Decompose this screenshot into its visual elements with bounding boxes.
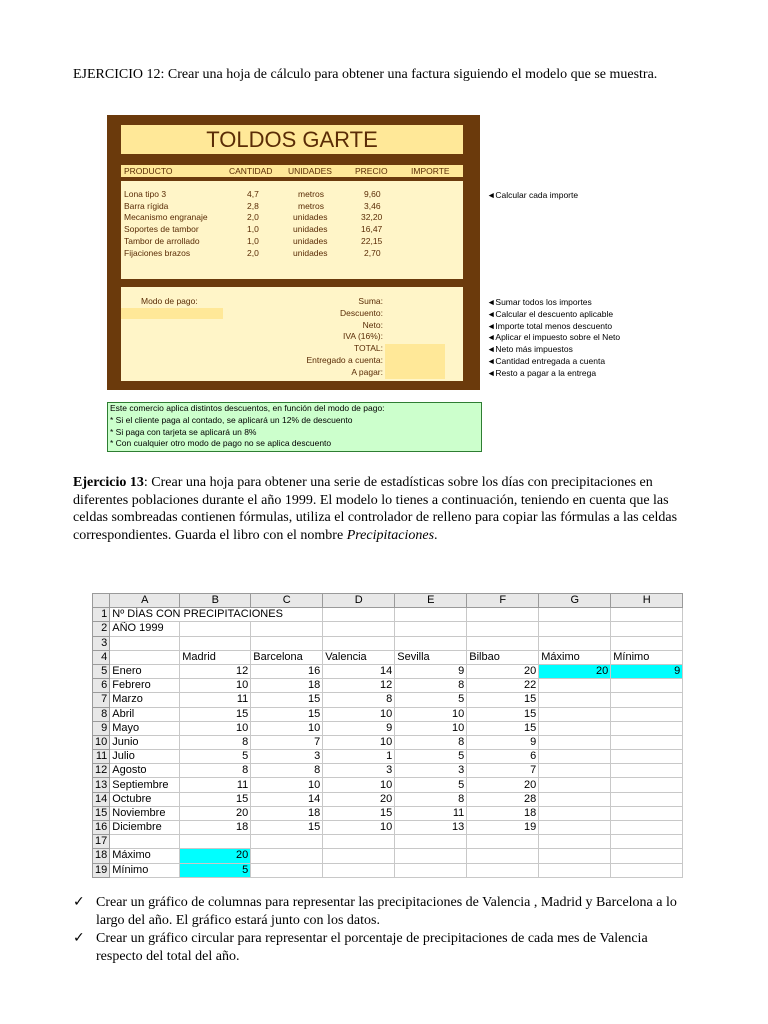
value-cell: 7	[251, 735, 323, 749]
value-cell: 18	[251, 806, 323, 820]
value-cell: 20	[467, 778, 539, 792]
cell	[539, 750, 611, 764]
value-cell: 12	[323, 679, 395, 693]
cell	[395, 636, 467, 650]
cell	[539, 792, 611, 806]
cell	[323, 863, 395, 877]
column-header-row	[93, 594, 683, 608]
note-cantidad-entregada: ◄Cantidad entregada a cuenta	[487, 356, 606, 366]
invoice-items	[121, 181, 463, 279]
cell	[611, 721, 683, 735]
row-number: 15	[93, 806, 110, 820]
note-sumar: ◄Sumar todos los importes	[487, 297, 592, 307]
cell	[180, 636, 251, 650]
cell	[251, 863, 323, 877]
value-cell: 10	[251, 721, 323, 735]
cell	[467, 608, 539, 622]
task-list	[73, 894, 693, 966]
month-cell: Diciembre	[110, 821, 180, 835]
value-cell: 8	[251, 764, 323, 778]
payment-cell	[121, 308, 223, 319]
item-price: 3,46	[364, 200, 381, 211]
value-cell: 10	[323, 778, 395, 792]
row-number: 2	[93, 622, 110, 636]
value-cell: 15	[251, 693, 323, 707]
value-cell: 15	[180, 707, 251, 721]
value-cell: 10	[323, 821, 395, 835]
sheet-year: AÑO 1999	[110, 622, 180, 636]
cell	[611, 792, 683, 806]
value-cell: 3	[251, 750, 323, 764]
cell	[395, 835, 467, 849]
header-cantidad: CANTIDAD	[229, 166, 273, 176]
value-cell: 8	[395, 735, 467, 749]
cell	[539, 636, 611, 650]
row-number: 1	[93, 608, 110, 622]
row-number: 9	[93, 721, 110, 735]
sheet-row-13	[93, 778, 683, 792]
value-cell: 15	[180, 792, 251, 806]
header-bilbao: Bilbao	[467, 650, 539, 664]
value-cell: 18	[180, 821, 251, 835]
sheet-row-8	[93, 707, 683, 721]
discount-line: Este comercio aplica distintos descuentos, en función del modo de pago:	[110, 403, 385, 413]
value-cell: 9	[395, 664, 467, 678]
sheet-row-14	[93, 792, 683, 806]
row-number: 8	[93, 707, 110, 721]
value-cell: 5	[180, 750, 251, 764]
col-header-b: B	[180, 594, 251, 608]
value-cell: 10	[251, 778, 323, 792]
item-qty: 1,0	[247, 235, 259, 246]
value-cell: 20	[323, 792, 395, 806]
value-cell: 18	[467, 806, 539, 820]
max-label: Máximo	[110, 849, 180, 863]
row-number: 10	[93, 735, 110, 749]
cell	[395, 863, 467, 877]
cell	[251, 849, 323, 863]
invoice-title: TOLDOS GARTE	[121, 125, 463, 154]
sheet-row-3	[93, 636, 683, 650]
header-producto: PRODUCTO	[124, 166, 173, 176]
exercise-12-text: EJERCICIO 12: Crear una hoja de cálculo para obtener una factura siguiendo el modelo que se muestra.	[73, 67, 658, 82]
cell	[539, 622, 611, 636]
task-text: Crear un gráfico de columnas para representar las precipitaciones de Valencia , Madrid y Barcelona a lo largo del año. El gráfico estará junto con los datos.	[96, 895, 677, 928]
sheet-row-2	[93, 622, 683, 636]
value-cell: 8	[180, 735, 251, 749]
invoice-model	[107, 115, 480, 390]
item-qty: 2,8	[247, 200, 259, 211]
sheet-row-5	[93, 664, 683, 678]
cell	[467, 636, 539, 650]
invoice-header	[121, 165, 463, 177]
month-cell: Noviembre	[110, 806, 180, 820]
item-product: Lona tipo 3	[124, 189, 167, 199]
value-cell: 5	[395, 750, 467, 764]
item-product: Fijaciones brazos	[124, 247, 191, 258]
month-cell: Mayo	[110, 721, 180, 735]
col-header-d: D	[323, 594, 395, 608]
cell	[539, 735, 611, 749]
header-precio: PRECIO	[355, 166, 388, 176]
value-cell: 10	[395, 721, 467, 735]
discount-line: * Con cualquier otro modo de pago no se aplica descuento	[110, 438, 332, 449]
row-number: 14	[93, 792, 110, 806]
value-cell: 15	[251, 821, 323, 835]
sheet-row-12	[93, 764, 683, 778]
sheet-row-11	[93, 750, 683, 764]
exercise-13-body: : Crear una hoja para obtener una serie de estadísticas sobre los días con precipitaciones en diferentes poblaciones durante el año 1999. El modelo lo tienes a continuación, teniendo en cuenta que las celdas sombreadas contienen fórmulas, utiliza el controlador de relleno para copiar las fórmulas a las celdas correspondientes. Guarda el libro con el nombre	[73, 475, 678, 543]
header-maximo: Máximo	[539, 650, 611, 664]
col-header-e: E	[395, 594, 467, 608]
value-cell: 14	[323, 664, 395, 678]
precipitation-sheet	[92, 593, 683, 878]
cell	[539, 821, 611, 835]
task-text: Crear un gráfico circular para representar el porcentaje de precipitaciones de cada mes de Valencia respecto del total del año.	[96, 931, 648, 964]
note-importe-total: ◄Importe total menos descuento	[487, 320, 613, 331]
value-cell: 11	[395, 806, 467, 820]
value-cell: 13	[395, 821, 467, 835]
sheet-row-16	[93, 821, 683, 835]
value-cell: 1	[323, 750, 395, 764]
value-cell: 15	[467, 721, 539, 735]
col-header-g: G	[539, 594, 611, 608]
cell	[323, 636, 395, 650]
cell	[395, 608, 467, 622]
value-cell: 10	[180, 679, 251, 693]
value-cell: 15	[251, 707, 323, 721]
value-cell: 10	[395, 707, 467, 721]
value-cell: 10	[180, 721, 251, 735]
cell	[539, 608, 611, 622]
header-unidades: UNIDADES	[288, 166, 332, 176]
row-number: 11	[93, 750, 110, 764]
cell	[467, 849, 539, 863]
cell	[467, 622, 539, 636]
discount-line: * Si paga con tarjeta se aplicará un 8%	[110, 426, 257, 437]
month-cell: Abril	[110, 707, 180, 721]
row-number: 16	[93, 821, 110, 835]
min-value-cell: 5	[180, 863, 251, 877]
item-price: 22,15	[361, 235, 383, 246]
exercise-13-label: Ejercicio 13	[73, 475, 144, 490]
cell	[611, 849, 683, 863]
month-cell: Octubre	[110, 792, 180, 806]
cell	[395, 622, 467, 636]
col-header-a: A	[110, 594, 180, 608]
value-cell: 12	[180, 664, 251, 678]
sheet-row-7	[93, 693, 683, 707]
header-valencia: Valencia	[323, 650, 395, 664]
row-number: 3	[93, 636, 110, 650]
cell	[323, 835, 395, 849]
cell	[539, 693, 611, 707]
header-minimo: Mínimo	[611, 650, 683, 664]
item-qty: 1,0	[247, 224, 259, 235]
month-cell: Febrero	[110, 679, 180, 693]
cell	[323, 608, 395, 622]
item-unit: metros	[298, 189, 324, 199]
task-item	[73, 894, 693, 929]
cell	[110, 835, 180, 849]
value-cell: 10	[323, 707, 395, 721]
header-barcelona: Barcelona	[251, 650, 323, 664]
value-cell: 8	[395, 679, 467, 693]
summary-a-pagar: A pagar:	[351, 366, 383, 377]
header-madrid: Madrid	[180, 650, 251, 664]
cell	[611, 806, 683, 820]
sheet-row-10	[93, 735, 683, 749]
cell	[539, 863, 611, 877]
cell	[539, 835, 611, 849]
value-cell: 9	[323, 721, 395, 735]
cell	[611, 750, 683, 764]
value-cell: 5	[395, 693, 467, 707]
sheet-row-15	[93, 806, 683, 820]
item-price: 2,70	[364, 247, 381, 258]
value-cell: 6	[467, 750, 539, 764]
cell	[611, 622, 683, 636]
item-price: 32,20	[361, 212, 383, 223]
sheet-row-4	[93, 650, 683, 664]
exercise-13-filename: Precipitaciones	[346, 527, 435, 543]
item-row	[121, 189, 463, 201]
sheet-row-1	[93, 608, 683, 622]
sheet-row-9	[93, 721, 683, 735]
value-cell: 18	[251, 679, 323, 693]
cell	[180, 835, 251, 849]
item-row	[121, 201, 463, 213]
summary-iva: IVA (16%):	[343, 331, 383, 342]
corner-cell	[93, 594, 110, 608]
cell	[539, 806, 611, 820]
cell	[611, 636, 683, 650]
cell	[180, 622, 251, 636]
item-product: Tambor de arrollado	[124, 235, 200, 246]
value-cell: 15	[467, 693, 539, 707]
item-qty: 4,7	[247, 189, 259, 199]
value-cell: 3	[395, 764, 467, 778]
item-unit: unidades	[293, 212, 328, 223]
row-number: 5	[93, 664, 110, 678]
sheet-title: Nº DÍAS CON PRECIPITACIONES	[110, 608, 323, 622]
item-row	[121, 224, 463, 236]
cell	[110, 636, 180, 650]
cell	[251, 622, 323, 636]
summary-neto: Neto:	[362, 319, 383, 330]
cell	[611, 693, 683, 707]
cell	[323, 849, 395, 863]
value-cell: 7	[467, 764, 539, 778]
note-neto-impuestos: ◄Neto más impuestos	[487, 344, 573, 355]
sheet-row-17	[93, 835, 683, 849]
value-cell: 22	[467, 679, 539, 693]
cell	[611, 735, 683, 749]
value-cell: 8	[180, 764, 251, 778]
cell	[611, 707, 683, 721]
value-cell: 20	[467, 664, 539, 678]
cell	[539, 764, 611, 778]
check-icon: ✓	[73, 930, 85, 946]
value-cell: 28	[467, 792, 539, 806]
item-row	[121, 236, 463, 248]
cell	[611, 821, 683, 835]
cell	[611, 608, 683, 622]
total-cell	[385, 344, 445, 379]
max-value-cell: 20	[180, 849, 251, 863]
sheet-row-6	[93, 679, 683, 693]
value-cell: 15	[323, 806, 395, 820]
col-header-f: F	[467, 594, 539, 608]
min-label: Mínimo	[110, 863, 180, 877]
item-unit: unidades	[293, 235, 328, 246]
value-cell: 16	[251, 664, 323, 678]
row-min-cell: 9	[611, 664, 683, 678]
month-cell: Enero	[110, 664, 180, 678]
month-cell: Junio	[110, 735, 180, 749]
item-unit: unidades	[293, 247, 328, 258]
value-cell: 9	[467, 735, 539, 749]
item-unit: unidades	[293, 224, 328, 235]
cell	[611, 835, 683, 849]
invoice-summary	[121, 287, 463, 381]
item-product: Barra rígida	[124, 200, 169, 211]
value-cell: 14	[251, 792, 323, 806]
row-max-cell: 20	[539, 664, 611, 678]
value-cell: 11	[180, 778, 251, 792]
note-descuento: ◄Calcular el descuento aplicable	[487, 308, 614, 319]
summary-entregado: Entregado a cuenta:	[306, 355, 383, 365]
cell	[611, 679, 683, 693]
row-number: 13	[93, 778, 110, 792]
note-impuesto: ◄Aplicar el impuesto sobre el Neto	[487, 332, 621, 343]
value-cell: 20	[180, 806, 251, 820]
month-cell: Septiembre	[110, 778, 180, 792]
cell	[395, 849, 467, 863]
item-product: Soportes de tambor	[124, 224, 199, 235]
value-cell: 19	[467, 821, 539, 835]
item-row	[121, 212, 463, 224]
cell	[611, 764, 683, 778]
cell	[467, 835, 539, 849]
sheet-row-19	[93, 863, 683, 877]
value-cell: 5	[395, 778, 467, 792]
cell	[251, 636, 323, 650]
sheet-row-18	[93, 849, 683, 863]
cell	[539, 707, 611, 721]
col-header-h: H	[611, 594, 683, 608]
row-number: 17	[93, 835, 110, 849]
header-importe: IMPORTE	[411, 166, 450, 176]
value-cell: 10	[323, 735, 395, 749]
header-cell	[110, 650, 180, 664]
value-cell: 3	[323, 764, 395, 778]
row-number: 6	[93, 679, 110, 693]
cell	[467, 863, 539, 877]
cell	[611, 863, 683, 877]
month-cell: Julio	[110, 750, 180, 764]
item-qty: 2,0	[247, 247, 259, 258]
cell	[539, 679, 611, 693]
value-cell: 15	[467, 707, 539, 721]
row-number: 4	[93, 650, 110, 664]
row-number: 12	[93, 764, 110, 778]
cell	[539, 849, 611, 863]
cell	[539, 721, 611, 735]
item-product: Mecanismo engranaje	[124, 212, 208, 223]
item-price: 16,47	[361, 224, 383, 235]
row-number: 19	[93, 863, 110, 877]
month-cell: Agosto	[110, 764, 180, 778]
summary-total: TOTAL:	[354, 343, 383, 354]
value-cell: 8	[395, 792, 467, 806]
value-cell: 11	[180, 693, 251, 707]
payment-label: Modo de pago:	[141, 296, 198, 306]
summary-suma: Suma:	[358, 296, 383, 306]
discount-line: * Si el cliente paga al contado, se aplicará un 12% de descuento	[110, 414, 353, 425]
item-price: 9,60	[364, 189, 381, 199]
cell	[539, 778, 611, 792]
discount-box	[107, 402, 482, 452]
month-cell: Marzo	[110, 693, 180, 707]
note-resto: ◄Resto a pagar a la entrega	[487, 367, 597, 378]
item-row	[121, 248, 463, 260]
exercise-13-text	[73, 474, 693, 544]
check-icon: ✓	[73, 894, 85, 910]
cell	[611, 778, 683, 792]
item-qty: 2,0	[247, 212, 259, 223]
value-cell: 8	[323, 693, 395, 707]
cell	[251, 835, 323, 849]
header-sevilla: Sevilla	[395, 650, 467, 664]
task-item	[73, 930, 693, 965]
exercise-13-end: .	[434, 527, 438, 543]
item-unit: metros	[298, 200, 324, 211]
summary-descuento: Descuento:	[340, 307, 383, 318]
row-number: 7	[93, 693, 110, 707]
col-header-c: C	[251, 594, 323, 608]
note-import: ◄Calcular cada importe	[487, 190, 579, 200]
row-number: 18	[93, 849, 110, 863]
cell	[323, 622, 395, 636]
